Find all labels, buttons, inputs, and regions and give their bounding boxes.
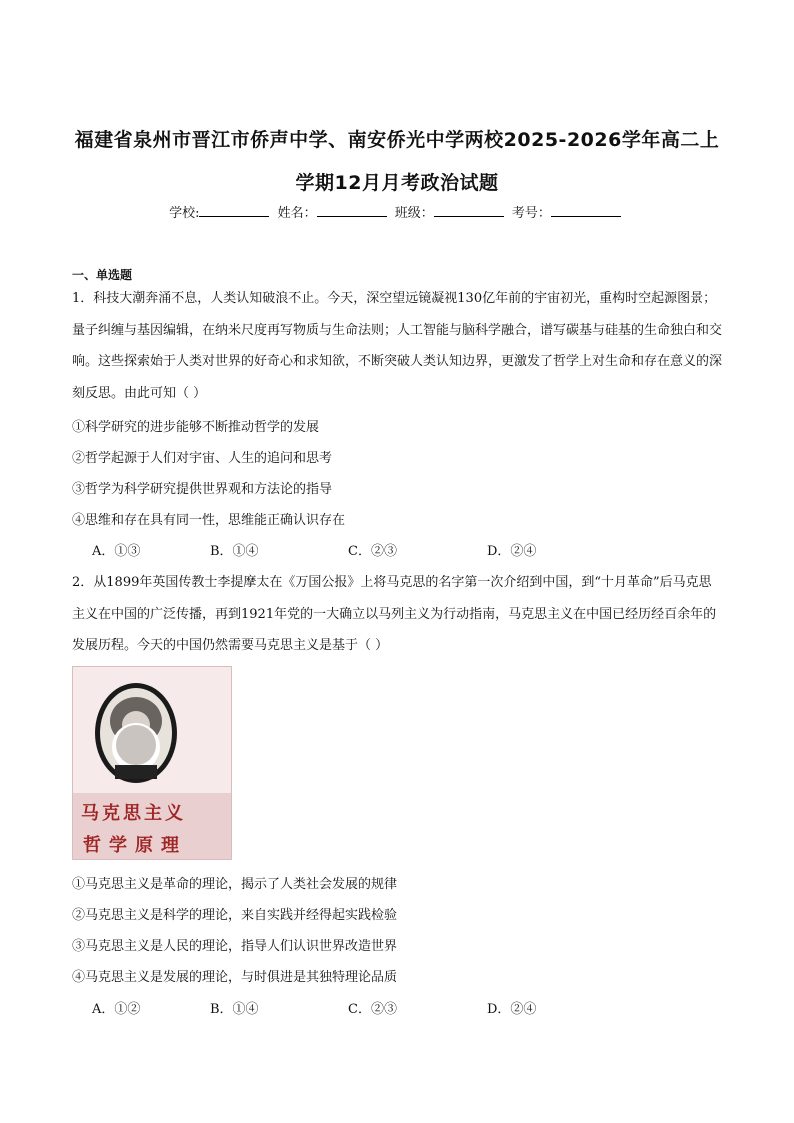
school-label: 学校: [169, 206, 200, 221]
q2-item-4: ④马克思主义是发展的理论，与时俱进是其独特理论品质 [72, 970, 398, 985]
q1-option-a[interactable]: A．①③ [92, 544, 141, 559]
q2-option-a[interactable]: A．①② [92, 1002, 141, 1017]
name-blank[interactable] [317, 204, 387, 217]
exam-title-line1: 福建省泉州市晋江市侨声中学、南安侨光中学两校2025-2026学年高二上 [74, 129, 720, 151]
class-label: 班级： [394, 206, 434, 221]
marxism-book-cover-image [72, 666, 232, 860]
marx-portrait-icon [93, 681, 179, 785]
exam-number-label: 考号： [511, 206, 551, 221]
q2-item-1: ①马克思主义是革命的理论，揭示了人类社会发展的规律 [72, 877, 398, 892]
q1-option-c[interactable]: C．②③ [348, 544, 397, 559]
q1-item-1: ①科学研究的进步能够不断推动哲学的发展 [72, 420, 320, 435]
q1-option-b[interactable]: B．①④ [210, 544, 259, 559]
q2-option-b[interactable]: B．①④ [210, 1002, 259, 1017]
q2-item-3: ③马克思主义是人民的理论，指导人们认识世界改造世界 [72, 939, 398, 954]
cover-title-line2: 哲学原理 [83, 835, 187, 856]
q2-item-2: ②马克思主义是科学的理论，来自实践并经得起实践检验 [72, 908, 398, 923]
class-blank[interactable] [434, 204, 504, 217]
q1-option-d[interactable]: D．②④ [487, 544, 537, 559]
student-info-row [0, 202, 794, 221]
section-heading: 一、单选题 [72, 268, 133, 282]
q1-stem: 1．科技大潮奔涌不息，人类认知破浪不止。今天，深空望远镜凝视130亿年前的宇宙初光，重构时空起源图景；量子纠缠与基因编辑，在纳米尺度再写物质与生命法则；人工智能与脑科学融合，谱写碳基与硅基的生命独白和交响。这些探索始于人类对世界的好奇心和求知欲，不断突破人类认知边界，更激发了哲学上对生命和存在意义的深刻反思。由此可知（ ） [72, 291, 723, 401]
cover-title-line1: 马克思主义 [81, 803, 186, 824]
name-label: 姓名： [277, 206, 317, 221]
school-blank[interactable] [199, 204, 269, 217]
exam-number-blank[interactable] [551, 204, 621, 217]
exam-title-line2: 学期12月月考政治试题 [295, 172, 499, 194]
q2-option-c[interactable]: C．②③ [348, 1002, 397, 1017]
q2-stem: 2．从1899年英国传教士李提摩太在《万国公报》上将马克思的名字第一次介绍到中国，到“十月革命”后马克思主义在中国的广泛传播，再到1921年党的一大确立以马列主义为行动指南，马克思主义在中国已经历经百余年的发展历程。今天的中国仍然需要马克思主义是基于（ ） [72, 575, 717, 653]
q2-option-d[interactable]: D．②④ [487, 1002, 537, 1017]
q1-item-2: ②哲学起源于人们对宇宙、人生的追问和思考 [72, 451, 333, 466]
q1-item-4: ④思维和存在具有同一性，思维能正确认识存在 [72, 513, 346, 528]
q1-item-3: ③哲学为科学研究提供世界观和方法论的指导 [72, 482, 333, 497]
